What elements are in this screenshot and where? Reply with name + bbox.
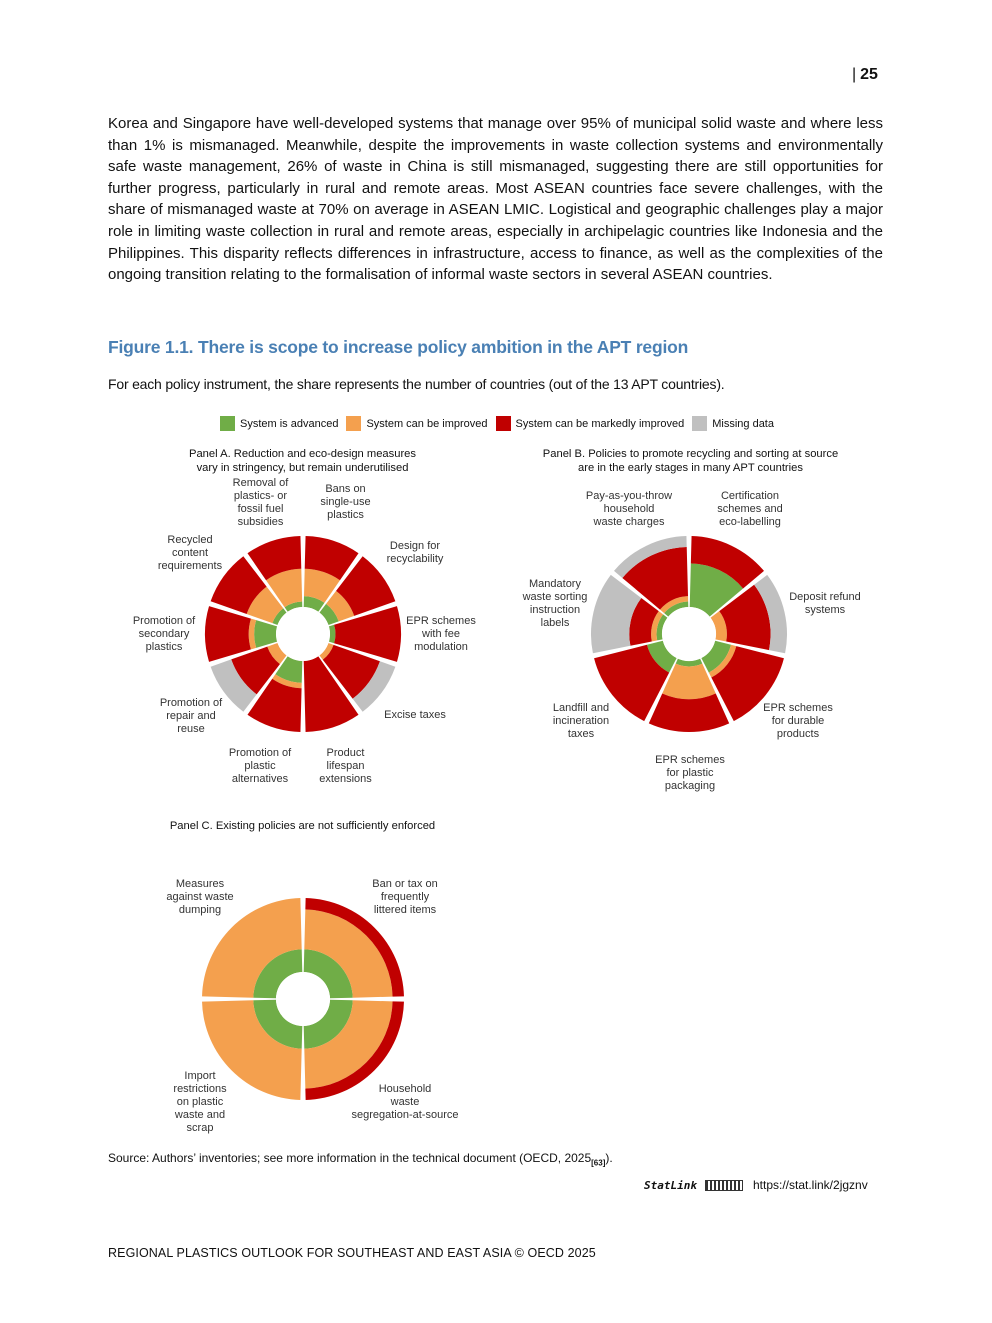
figure-subtitle: For each policy instrument, the share represents the number of countries (out of the 13 APT countries). [108, 376, 725, 392]
source-reference[interactable]: [63] [591, 1158, 606, 1168]
panel-c-label: Ban or tax on frequently littered items [372, 878, 438, 916]
panel-a-label: EPR schemes with fee modulation [406, 615, 476, 653]
panel-b-label: EPR schemes for plastic packaging [655, 754, 725, 792]
panel-c-title: Panel C. Existing policies are not sufficiently enforced [169, 820, 436, 832]
panel-c-label: Household waste segregation-at-source [351, 1083, 459, 1121]
panel-c-label: Measures against waste dumping [166, 878, 234, 916]
page-footer: REGIONAL PLASTICS OUTLOOK FOR SOUTHEAST AND EAST ASIA © OECD 2025 [108, 1246, 596, 1260]
legend-label: System is advanced [240, 417, 339, 430]
statlink-icon [705, 1180, 743, 1191]
body-paragraph: Korea and Singapore have well-developed systems that manage over 95% of municipal solid waste and where less than 1% is mismanaged. Meanwhile, despite the improvements in waste collection systems and environmentally safe waste management, 26% of waste in China is still mismanaged, suggesting there are still opportunities for further progress, particularly in rural and remote areas. Most ASEAN countries face severe challenges, with the share of mismanaged waste at 70% on average in ASEAN LMIC. Logistical and geographic challenges play a major role in limiting waste collection in rural and remote areas, especially in archipelagic countries like Indonesia and the Philippines. This disparity reflects differences in infrastructure, access to finance, as well as the complexities of the ongoing transition relating to the formalisation of informal waste sectors in several ASEAN countries. [108, 115, 883, 284]
panel-c-label: Import restrictions on plastic waste and scrap [173, 1070, 227, 1134]
panel-a-label: Design for recyclability [386, 540, 444, 565]
panel-a-label: Promotion of repair and reuse [159, 697, 223, 735]
figure-title: Figure 1.1. There is scope to increase policy ambition in the APT region [108, 337, 689, 357]
chart-segment-marked [649, 693, 729, 732]
chart-center-hole [662, 607, 716, 661]
panel-b-label: Pay-as-you-throw household waste charges [585, 490, 673, 528]
panel-a-label: Promotion of plastic alternatives [228, 747, 292, 785]
panel-b-label: Deposit refund systems [789, 591, 861, 616]
legend-label: System can be markedly improved [515, 417, 685, 430]
chart-center-hole [276, 607, 330, 661]
legend-label: Missing data [712, 417, 774, 430]
panel-a-label: Product lifespan extensions [319, 747, 372, 785]
panel-a-title: Panel A. Reduction and eco-design measures vary in stringency, but remain underutilised [189, 448, 416, 474]
statlink-url[interactable]: https://stat.link/2jgznv [752, 1178, 868, 1192]
panel-b-label: Landfill and incineration taxes [552, 702, 610, 740]
panel-a-label: Promotion of secondary plastics [132, 615, 196, 653]
panel-a-label: Bans on single-use plastics [320, 483, 371, 521]
panel-b-label: Mandatory waste sorting instruction labels [522, 578, 588, 629]
statlink [644, 1178, 868, 1192]
panel-a-label: Recycled content requirements [157, 534, 223, 572]
panel-a-label: Removal of plastics- or fossil fuel subsidies [232, 477, 289, 528]
panel-a-label: Excise taxes [384, 709, 446, 721]
panel-b-label: EPR schemes for durable products [763, 702, 833, 740]
page-number: | 25 [852, 66, 878, 83]
panel-b-title: Panel B. Policies to promote recycling and sorting at source are in the early stages in many APT countries [542, 448, 839, 474]
statlink-logo: StatLink [644, 1178, 697, 1192]
legend-label: System can be improved [366, 417, 488, 430]
chart-segment-advanced [254, 620, 277, 648]
figure-source: Source: Authors’ inventories; see more information in the technical document (OECD, $2025_{[63]}$). [108, 1151, 613, 1168]
panel-b-label: Certification schemes and eco-labelling [717, 490, 783, 528]
chart-center-hole [276, 972, 330, 1026]
chart-segment-marked [205, 606, 251, 662]
